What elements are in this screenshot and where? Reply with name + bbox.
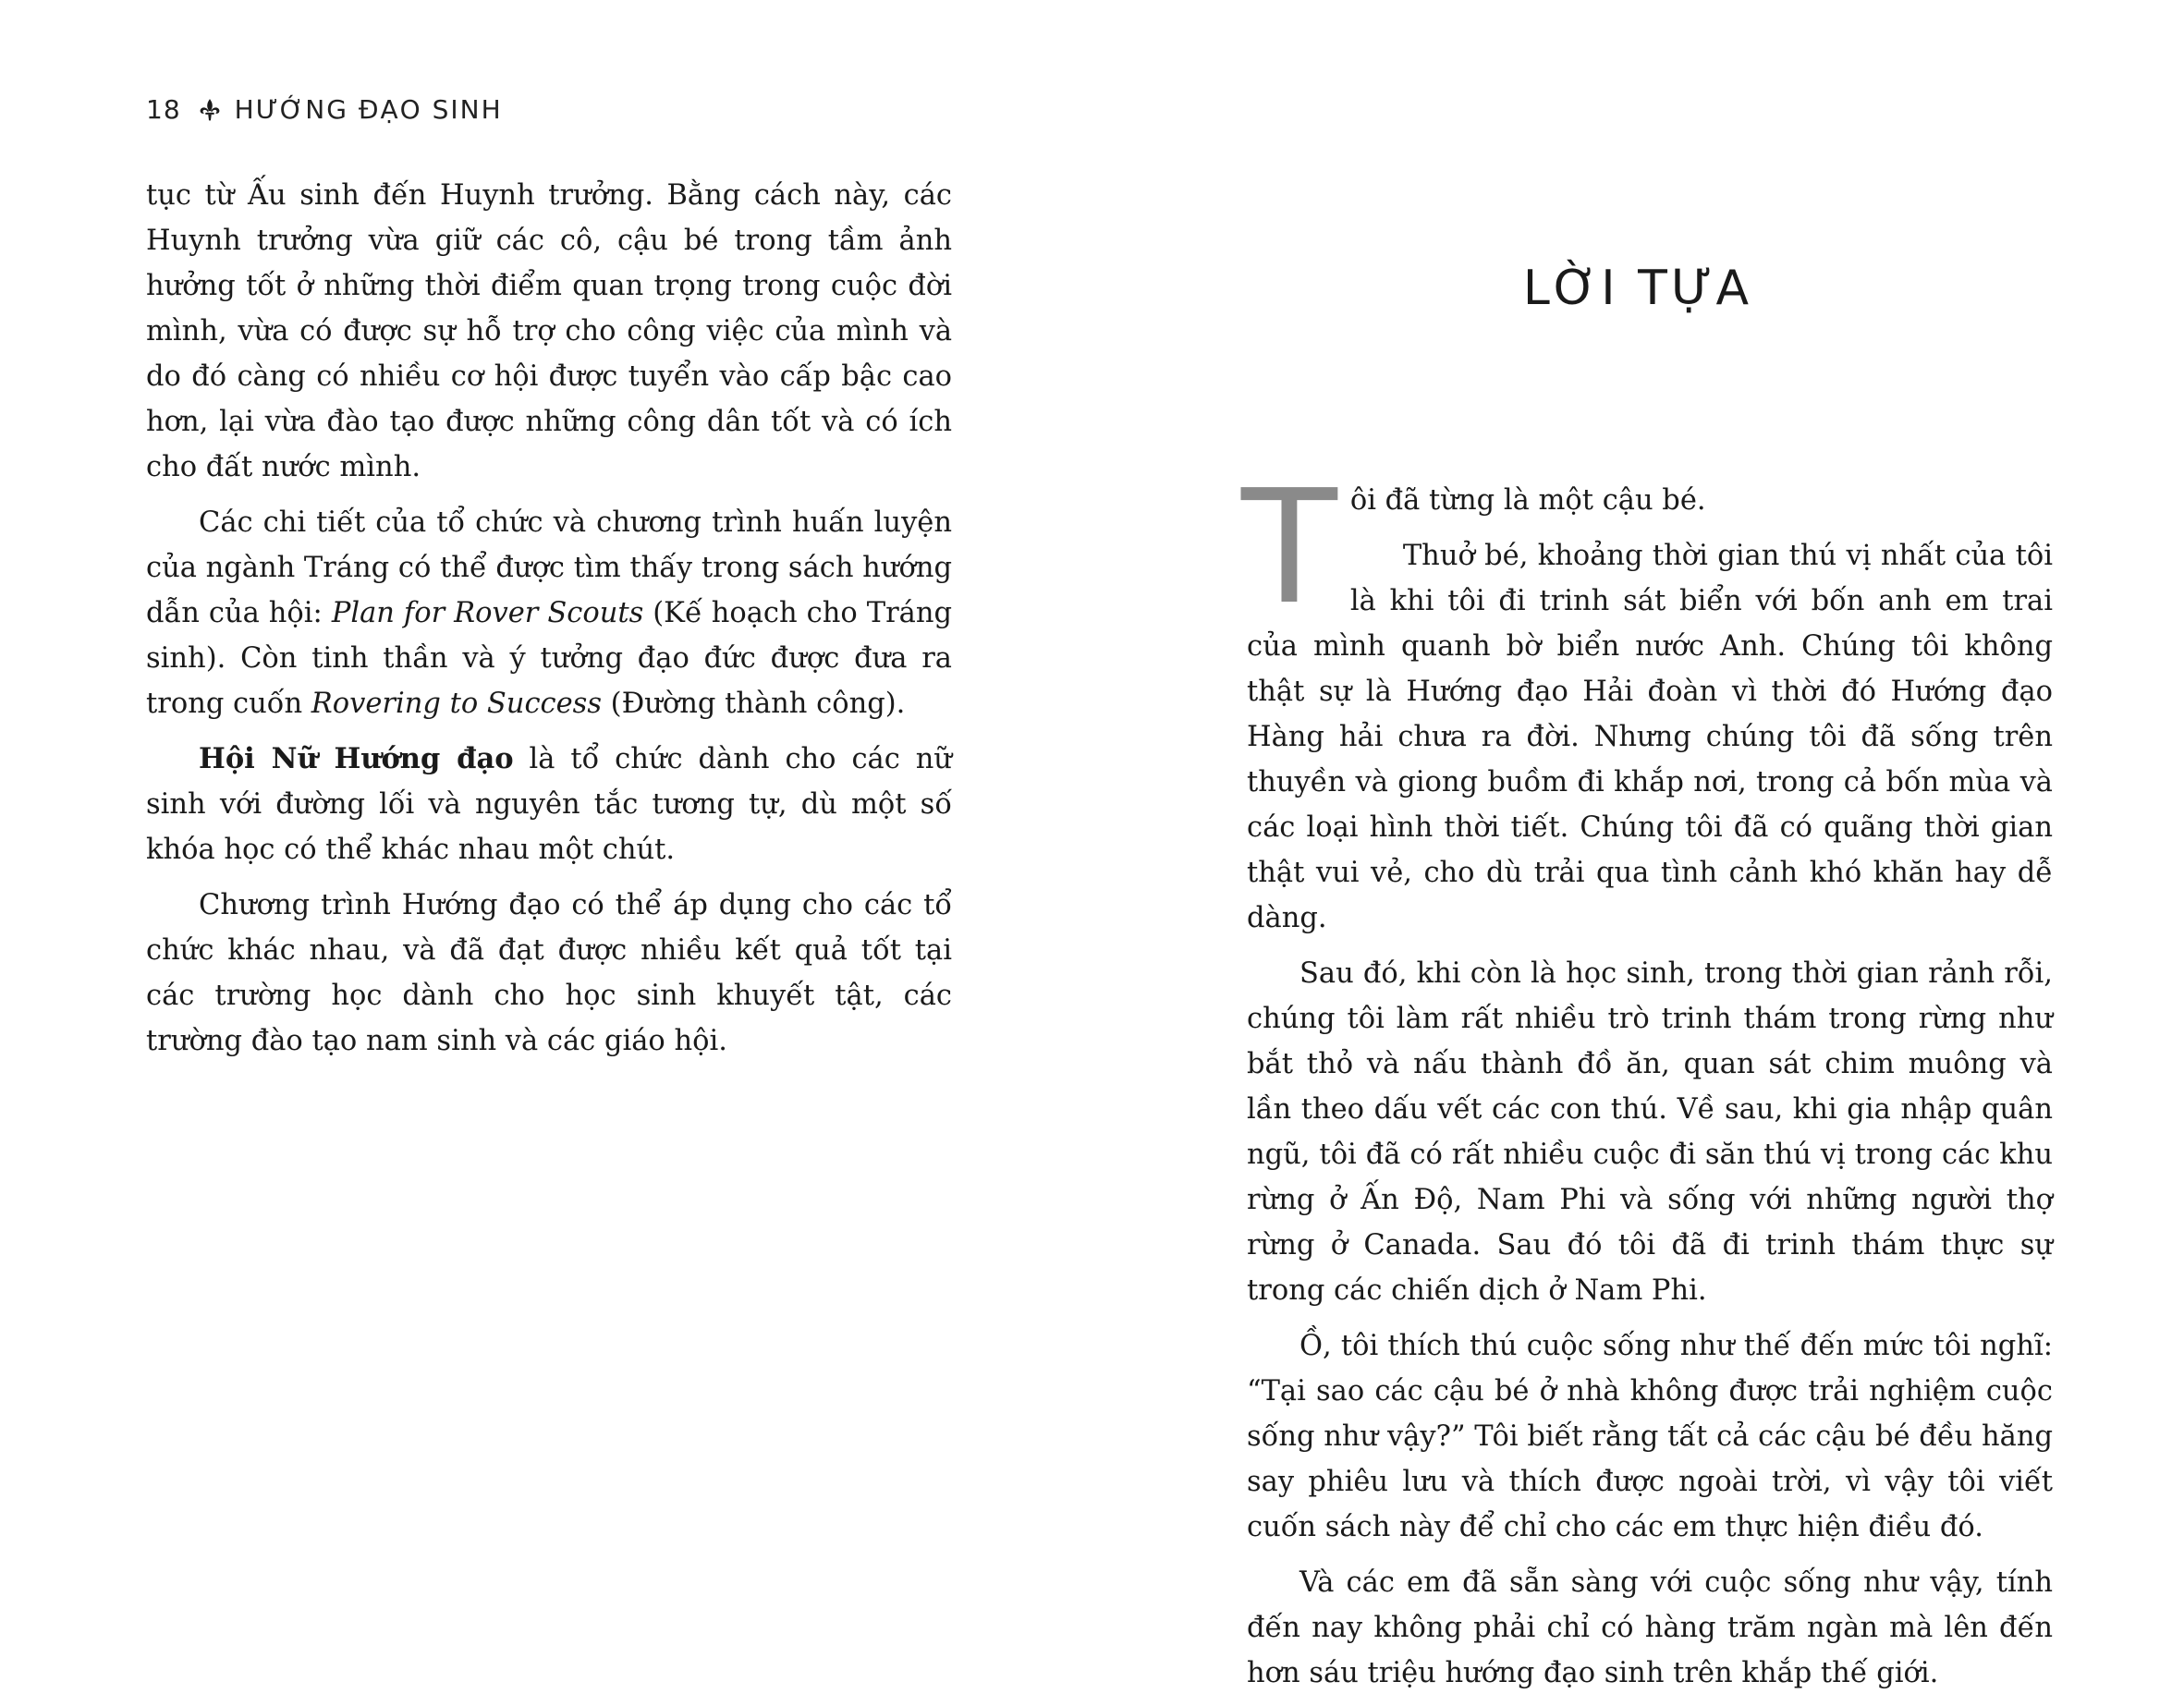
running-head	[146, 94, 503, 125]
paragraph	[146, 500, 952, 726]
right-text-column	[1241, 457, 2053, 1706]
right-page	[1092, 0, 2184, 1689]
fleur-de-lis-icon	[198, 98, 222, 122]
text-run: (Đường thành công).	[601, 688, 906, 720]
first-line: ôi đã từng là một cậu bé.	[1349, 484, 1706, 517]
paragraph: Thuở bé, khoảng thời gian thú vị nhất của tôi là khi tôi đi trinh sát biển với bốn anh em trai của mình quanh bờ biển nước Anh. Chúng tôi không thật sự là Hướng đạo Hải đoàn vì thời đó Hướng đạo Hàng hải chưa ra đời. Nhưng chúng tôi đã sống trên thuyền và giong buồm đi khắp nơi, trong cả bốn mùa và các loại hình thời tiết. Chúng tôi đã có quãng thời gian thật vui vẻ, cho dù trải qua tình cảnh khó khăn hay dễ dàng.	[1247, 540, 2053, 934]
paragraph: Ồ, tôi thích thú cuộc sống như thế đến mức tôi nghĩ: “Tại sao các cậu bé ở nhà không được trải nghiệm cuộc sống như vậy?” Tôi biết rằng tất cả các cậu bé đều hăng say phiêu lưu và thích được ngoài trời, vì vậy tôi viết cuốn sách này để chỉ cho các em thực hiện điều đó.	[1247, 1330, 2053, 1543]
opening-paragraph	[1241, 457, 2053, 640]
book-title: HƯỚNG ĐẠO SINH	[234, 94, 503, 125]
paragraph: Sau đó, khi còn là học sinh, trong thời gian rảnh rỗi, chúng tôi làm rất nhiều trò trinh thám trong rừng như bắt thỏ và nấu thành đồ ăn, quan sát chim muông và lần theo dấu vết các con thú. Về sau, khi gia nhập quân ngũ, tôi đã có rất nhiều cuộc đi săn thú vị trong các khu rừng ở Ấn Độ, Nam Phi và sống với những người thợ rừng ở Canada. Sau đó tôi đã đi trinh thám thực sự trong các chiến dịch ở Nam Phi.	[1247, 957, 2053, 1307]
book-title-italic: Rovering to Success	[311, 688, 602, 720]
text-run: là tổ chức dành cho các nữ sinh với đường lối và nguyên tắc tương tự, dù một số khóa học có thể khác nhau một chút.	[146, 743, 952, 866]
paragraph	[146, 737, 952, 872]
left-text-column	[146, 173, 952, 1074]
page-number: 18	[146, 94, 181, 125]
text-run: Các chi tiết của tổ chức và chương trình huấn luyện của ngành Tráng có thể được tìm thấy trong sách hướng dẫn của hội:	[146, 506, 952, 629]
left-page	[0, 0, 1092, 1675]
text-run: (Kế hoạch cho Tráng sinh). Còn tinh thần và ý tưởng đạo đức được đưa ra trong cuốn	[146, 597, 953, 720]
bold-term: Hội Nữ Hướng đạo	[199, 742, 514, 775]
chapter-title: LỜI TỰA	[1522, 261, 1753, 316]
paragraph: Và các em đã sẵn sàng với cuộc sống như vậy, tính đến nay không phải chỉ có hàng trăm ngàn mà lên đến hơn sáu triệu hướng đạo sinh trên khắp thế giới.	[1247, 1566, 2053, 1689]
paragraph: tục từ Ấu sinh đến Huynh trưởng. Bằng cách này, các Huynh trưởng vừa giữ các cô, cậu bé trong tầm ảnh hưởng tốt ở những thời điểm quan trọng trong cuộc đời mình, vừa có được sự hỗ trợ cho công việc của mình và do đó càng có nhiều cơ hội được tuyển vào cấp bậc cao hơn, lại vừa đào tạo được những công dân tốt và có ích cho đất nước mình.	[146, 179, 952, 483]
drop-cap: T	[1241, 457, 1337, 640]
paragraph: Chương trình Hướng đạo có thể áp dụng cho các tổ chức khác nhau, và đã đạt được nhiều kết quả tốt tại các trường học dành cho học sinh khuyết tật, các trường đào tạo nam sinh và các giáo hội.	[146, 889, 952, 1057]
book-title-italic: Plan for Rover Scouts	[331, 597, 644, 629]
